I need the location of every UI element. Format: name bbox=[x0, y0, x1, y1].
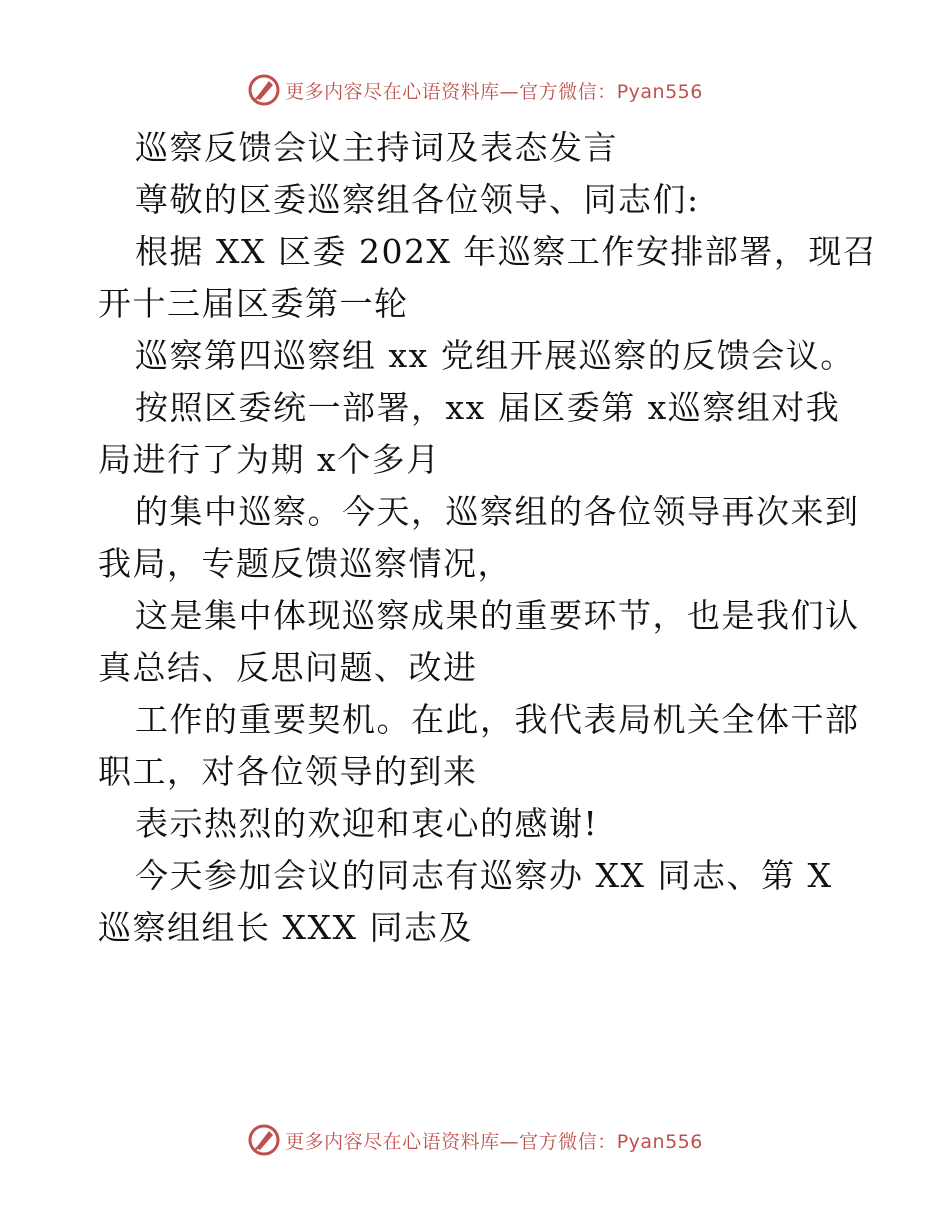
header-banner-id: Pyan556 bbox=[616, 80, 703, 103]
document-line: 工作的重要契机。在此，我代表局机关全体干部 bbox=[135, 700, 860, 739]
document-line: 巡察组组长 XXX 同志及 bbox=[98, 908, 473, 947]
document-line: 真总结、反思问题、改进 bbox=[98, 648, 478, 687]
document-line: 这是集中体现巡察成果的重要环节，也是我们认 bbox=[135, 596, 860, 635]
quill-logo-icon bbox=[247, 73, 281, 107]
document-line: 职工，对各位领导的到来 bbox=[98, 752, 478, 791]
document-line: 巡察第四巡察组 xx 党组开展巡察的反馈会议。 bbox=[135, 336, 855, 375]
footer-banner-id: Pyan556 bbox=[616, 1130, 703, 1153]
document-line: 表示热烈的欢迎和衷心的感谢! bbox=[135, 804, 599, 843]
header-banner-main: 更多内容尽在心语资料库 bbox=[285, 80, 500, 103]
quill-logo-icon bbox=[247, 1123, 281, 1157]
document-line: 开十三届区委第一轮 bbox=[98, 284, 409, 323]
footer-banner-main: 更多内容尽在心语资料库 bbox=[285, 1130, 500, 1153]
document-line: 的集中巡察。今天，巡察组的各位领导再次来到 bbox=[135, 492, 860, 531]
header-banner-text bbox=[285, 77, 703, 104]
document-body bbox=[98, 122, 878, 954]
document-line: 尊敬的区委巡察组各位领导、同志们: bbox=[135, 180, 700, 219]
header-banner-dash: — bbox=[499, 80, 520, 103]
document-line: 今天参加会议的同志有巡察办 XX 同志、第 X bbox=[135, 856, 833, 895]
footer-banner-wechat: 官方微信： bbox=[519, 1130, 617, 1153]
document-line: 按照区委统一部署，xx 届区委第 x巡察组对我 bbox=[135, 388, 841, 427]
header-banner-wechat: 官方微信： bbox=[519, 80, 617, 103]
footer-banner-text bbox=[285, 1127, 703, 1154]
document-line: 根据 XX 区委 202X 年巡察工作安排部署，现召 bbox=[135, 232, 878, 271]
footer-banner-dash: — bbox=[499, 1130, 520, 1153]
header-banner bbox=[0, 70, 950, 110]
document-line: 我局，专题反馈巡察情况， bbox=[98, 544, 512, 583]
document-title: 巡察反馈会议主持词及表态发言 bbox=[135, 128, 618, 167]
document-line: 局进行了为期 x个多月 bbox=[98, 440, 441, 479]
footer-banner bbox=[0, 1120, 950, 1160]
